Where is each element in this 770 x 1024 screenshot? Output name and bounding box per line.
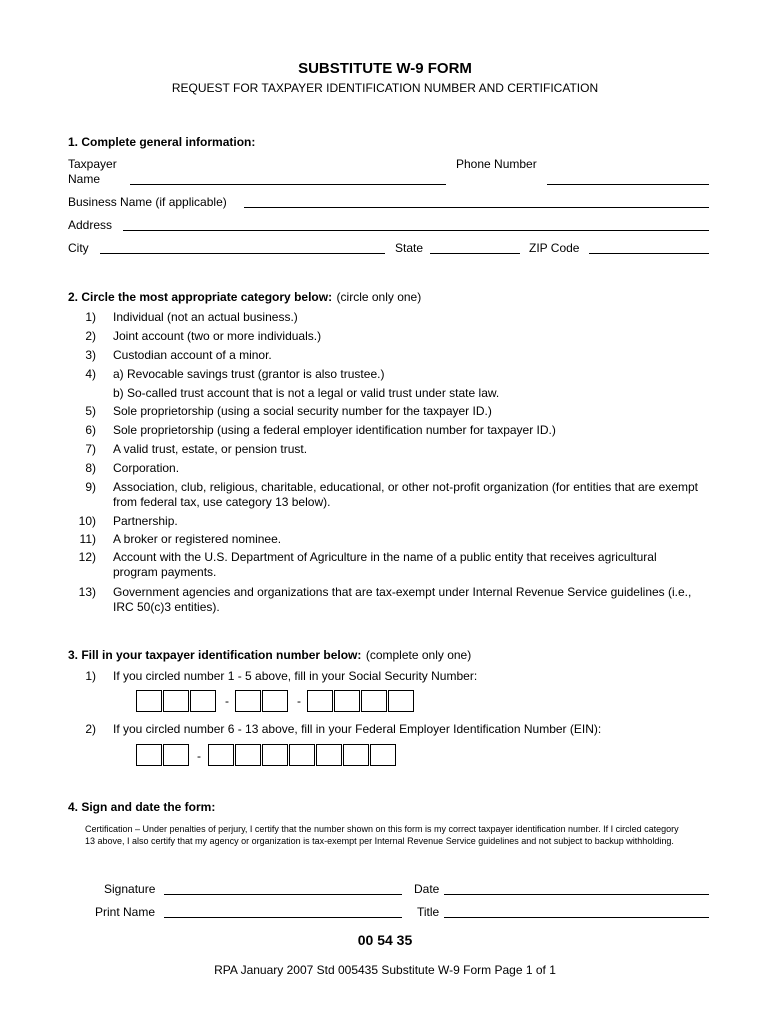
taxpayer-name-field[interactable] (130, 184, 446, 185)
category-item[interactable]: Custodian account of a minor. (113, 348, 272, 362)
title-field[interactable] (444, 917, 709, 918)
page-footer: RPA January 2007 Std 005435 Substitute W-9 Form Page 1 of 1 (214, 963, 556, 977)
signature-field[interactable] (164, 894, 402, 895)
zip-code-field[interactable] (589, 253, 709, 254)
category-item[interactable]: Joint account (two or more individuals.) (113, 329, 322, 343)
category-number: 8) (85, 461, 96, 475)
state-field[interactable] (430, 253, 520, 254)
ein-digit-box[interactable] (262, 744, 288, 766)
category-number: 11) (79, 532, 96, 546)
category-number: 1) (85, 310, 96, 324)
ein-digit-box[interactable] (316, 744, 342, 766)
category-number: 4) (85, 367, 96, 381)
ein-digit-box[interactable] (343, 744, 369, 766)
signature-label: Signature (104, 882, 156, 896)
category-item[interactable]: Association, club, religious, charitable, educational, or other not-profit organization (for entities that are exempt from federal tax, use category 13 below). (113, 480, 698, 509)
category-number: 9) (85, 480, 96, 494)
category-item[interactable]: A valid trust, estate, or pension trust. (113, 442, 308, 456)
title-label: Title (417, 905, 440, 919)
taxpayer-name-label-2: Name (68, 172, 101, 186)
category-item[interactable]: Sole proprietorship (using a social security number for the taxpayer ID.) (113, 404, 492, 418)
print-name-label: Print Name (95, 905, 156, 919)
category-number: 2) (85, 329, 96, 343)
city-field[interactable] (100, 253, 385, 254)
ssn-digit-box[interactable] (163, 690, 189, 712)
city-label: City (68, 241, 89, 255)
category-number: 7) (85, 442, 96, 456)
category-number: 5) (85, 404, 96, 418)
category-item[interactable]: Government agencies and organizations that are tax-exempt under Internal Revenue Service guidelines (i.e., IRC 50(c)3 entities). (113, 585, 692, 614)
ssn-digit-box[interactable] (361, 690, 387, 712)
taxpayer-name-label: Taxpayer (68, 157, 117, 171)
ssn-number: 1) (85, 669, 96, 683)
category-item[interactable]: Individual (not an actual business.) (113, 310, 298, 324)
category-number: 6) (85, 423, 96, 437)
category-item[interactable]: Sole proprietorship (using a federal employer identification number for taxpayer ID.) (113, 423, 556, 437)
ssn-instruction: If you circled number 1 - 5 above, fill in your Social Security Number: (113, 669, 478, 683)
zip-code-label: ZIP Code (529, 241, 580, 255)
certification-text: Certification – Under penalties of perjury, I certify that the number shown on this form is my correct taxpayer identification number. If I circled category 13 above, I also certify that my agency or organization is tax-exempt per Internal Revenue Service guidelines and not subject to backup withholding. (85, 824, 679, 846)
category-item[interactable]: Partnership. (113, 514, 178, 528)
ein-digit-box[interactable] (136, 744, 162, 766)
form-number: 00 54 35 (357, 932, 413, 948)
phone-number-field[interactable] (547, 184, 709, 185)
ein-boxes (136, 744, 400, 768)
ssn-dash: - (297, 694, 301, 708)
ssn-digit-box[interactable] (388, 690, 414, 712)
ein-digit-box[interactable] (208, 744, 234, 766)
section3-header (68, 646, 471, 664)
ein-dash: - (197, 749, 201, 763)
ein-digit-box[interactable] (163, 744, 189, 766)
ssn-digit-box[interactable] (136, 690, 162, 712)
print-name-field[interactable] (164, 917, 402, 918)
business-name-label: Business Name (if applicable) (68, 195, 227, 209)
category-number: 10) (78, 514, 96, 528)
ssn-digit-box[interactable] (307, 690, 333, 712)
form-subtitle: REQUEST FOR TAXPAYER IDENTIFICATION NUMBER AND CERTIFICATION (171, 81, 599, 95)
ein-digit-box[interactable] (289, 744, 315, 766)
category-number: 13) (78, 585, 96, 599)
ssn-boxes (136, 690, 418, 714)
ssn-digit-box[interactable] (235, 690, 261, 712)
category-item[interactable]: b) So-called trust account that is not a legal or valid trust under state law. (113, 386, 500, 400)
section2-note: (circle only one) (336, 290, 422, 304)
business-name-field[interactable] (244, 207, 709, 208)
address-field[interactable] (123, 230, 709, 231)
category-item[interactable]: A broker or registered nominee. (113, 532, 282, 546)
date-label: Date (414, 882, 440, 896)
ein-number: 2) (85, 722, 96, 736)
ssn-digit-box[interactable] (334, 690, 360, 712)
ssn-dash: - (225, 694, 229, 708)
section2-header (68, 288, 421, 306)
section4-heading: 4. Sign and date the form: (68, 800, 216, 814)
ssn-digit-box[interactable] (190, 690, 216, 712)
section1-heading: 1. Complete general information: (68, 135, 256, 149)
form-title: SUBSTITUTE W-9 FORM (298, 60, 472, 77)
category-item[interactable]: Account with the U.S. Department of Agriculture in the name of a public entity that receives agricultural program payments. (113, 550, 657, 579)
section3-note: (complete only one) (365, 648, 472, 662)
category-item[interactable]: a) Revocable savings trust (grantor is also trustee.) (113, 367, 385, 381)
ssn-digit-box[interactable] (262, 690, 288, 712)
section3-heading: 3. Fill in your taxpayer identification number below: (68, 648, 362, 662)
category-number: 3) (85, 348, 96, 362)
phone-number-label: Phone Number (456, 157, 537, 171)
ein-digit-box[interactable] (370, 744, 396, 766)
address-label: Address (68, 218, 113, 232)
section2-heading: 2. Circle the most appropriate category below: (68, 290, 333, 304)
ein-instruction: If you circled number 6 - 13 above, fill in your Federal Employer Identification Number (EIN): (113, 722, 602, 736)
state-label: State (395, 241, 424, 255)
date-field[interactable] (444, 894, 709, 895)
category-number: 12) (78, 550, 96, 564)
ein-digit-box[interactable] (235, 744, 261, 766)
category-item[interactable]: Corporation. (113, 461, 180, 475)
